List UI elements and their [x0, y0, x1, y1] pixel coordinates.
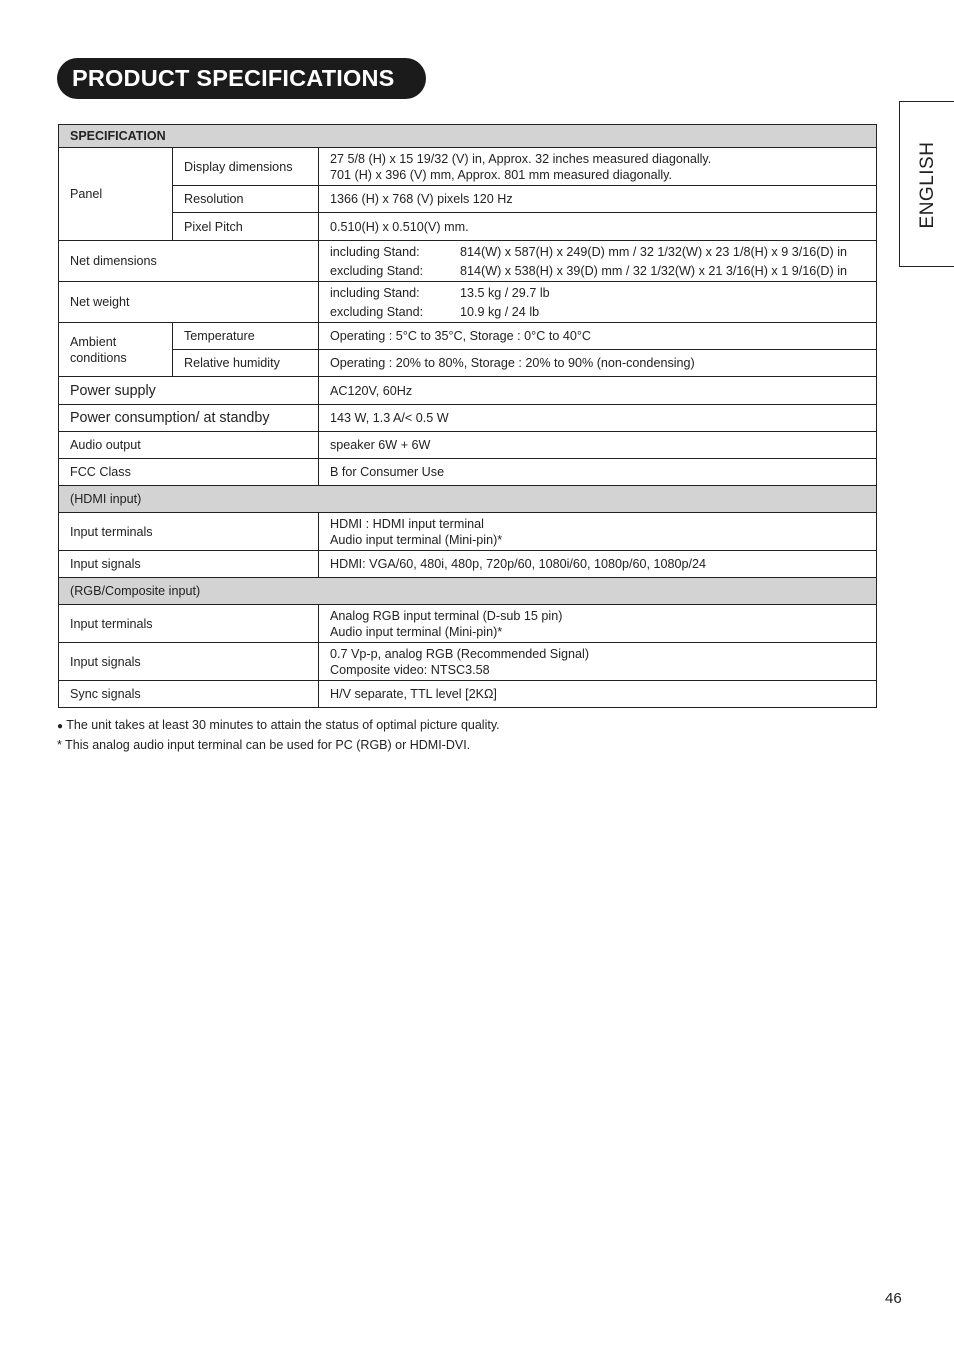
- rgb-input-terminals-label: Input terminals: [59, 605, 319, 643]
- net-weight-including-label: including Stand:: [330, 285, 420, 300]
- hdmi-input-terminals-line2: Audio input terminal (Mini-pin)*: [330, 532, 503, 547]
- humidity-value: Operating : 20% to 80%, Storage : 20% to 90% (non-condensing): [319, 350, 877, 377]
- temperature-label: Temperature: [173, 323, 319, 350]
- power-supply-value: AC120V, 60Hz: [319, 377, 877, 405]
- table-row: [59, 148, 877, 186]
- power-supply-label: Power supply: [59, 377, 319, 405]
- fcc-class-value: B for Consumer Use: [319, 459, 877, 486]
- table-row: [59, 377, 877, 405]
- table-row: [59, 681, 877, 708]
- rgb-input-terminals-line2: Audio input terminal (Mini-pin)*: [330, 624, 503, 639]
- temperature-value: Operating : 5°C to 35°C, Storage : 0°C to 40°C: [319, 323, 877, 350]
- net-weight-label: Net weight: [59, 282, 319, 323]
- net-weight-value: [319, 282, 877, 323]
- net-weight-excluding-label: excluding Stand:: [330, 304, 424, 319]
- sync-signals-value: H/V separate, TTL level [2KΩ]: [319, 681, 877, 708]
- sync-signals-label: Sync signals: [59, 681, 319, 708]
- rgb-input-signals-label: Input signals: [59, 643, 319, 681]
- hdmi-input-signals-value: HDMI: VGA/60, 480i, 480p, 720p/60, 1080i/60, 1080p/60, 1080p/24: [319, 551, 877, 578]
- rgb-input-terminals-line1: Analog RGB input terminal (D-sub 15 pin): [330, 608, 563, 623]
- table-row: [59, 513, 877, 551]
- hdmi-input-terminals-line1: HDMI : HDMI input terminal: [330, 516, 484, 531]
- net-dimensions-value: [319, 241, 877, 282]
- table-row: [59, 323, 877, 350]
- table-header: SPECIFICATION: [59, 125, 877, 148]
- net-dimensions-label: Net dimensions: [59, 241, 319, 282]
- page-title: PRODUCT SPECIFICATIONS: [57, 58, 426, 99]
- hdmi-input-signals-label: Input signals: [59, 551, 319, 578]
- footnote-1-text: The unit takes at least 30 minutes to attain the status of optimal picture quality.: [66, 718, 500, 732]
- pixel-pitch-value: 0.510(H) x 0.510(V) mm.: [319, 213, 877, 241]
- table-row: [59, 241, 877, 282]
- fcc-class-label: FCC Class: [59, 459, 319, 486]
- footnote-2: * This analog audio input terminal can be used for PC (RGB) or HDMI-DVI.: [57, 738, 471, 752]
- ambient-label: [59, 323, 173, 377]
- humidity-label: Relative humidity: [173, 350, 319, 377]
- display-dimensions-line1: 27 5/8 (H) x 15 19/32 (V) in, Approx. 32 inches measured diagonally.: [330, 151, 712, 166]
- table-row: [59, 459, 877, 486]
- table-row: [59, 213, 877, 241]
- table-row: [59, 605, 877, 643]
- power-consumption-value: 143 W, 1.3 A/< 0.5 W: [319, 405, 877, 432]
- display-dimensions-value: [319, 148, 877, 186]
- table-row: [59, 551, 877, 578]
- net-dimensions-excluding-value: 814(W) x 538(H) x 39(D) mm / 32 1/32(W) x 21 3/16(H) x 1 9/16(D) in: [460, 263, 848, 278]
- footnote-1: [57, 716, 500, 736]
- net-dimensions-excluding-label: excluding Stand:: [330, 263, 424, 278]
- page-number: 46: [885, 1290, 902, 1307]
- power-consumption-label: Power consumption/ at standby: [59, 405, 319, 432]
- rgb-section-header: (RGB/Composite input): [59, 578, 877, 605]
- rgb-input-signals-line1: 0.7 Vp-p, analog RGB (Recommended Signal): [330, 646, 590, 661]
- specification-table: [58, 124, 877, 708]
- hdmi-section-header: (HDMI input): [59, 486, 877, 513]
- display-dimensions-label: Display dimensions: [173, 148, 319, 186]
- resolution-value: 1366 (H) x 768 (V) pixels 120 Hz: [319, 186, 877, 213]
- panel-label: Panel: [59, 148, 173, 241]
- table-row: [59, 186, 877, 213]
- ambient-label-line1: Ambient: [70, 334, 117, 349]
- table-row: [59, 643, 877, 681]
- rgb-input-signals-value: [319, 643, 877, 681]
- net-weight-including-value: 13.5 kg / 29.7 lb: [460, 285, 550, 300]
- bullet-icon: ●: [57, 721, 64, 732]
- language-tab: [899, 101, 954, 267]
- rgb-section-row: [59, 578, 877, 605]
- table-row: [59, 350, 877, 377]
- table-header-row: [59, 125, 877, 148]
- table-row: [59, 282, 877, 323]
- pixel-pitch-label: Pixel Pitch: [173, 213, 319, 241]
- net-dimensions-including-value: 814(W) x 587(H) x 249(D) mm / 32 1/32(W) x 23 1/8(H) x 9 3/16(D) in: [460, 244, 848, 259]
- resolution-label: Resolution: [173, 186, 319, 213]
- net-weight-excluding-value: 10.9 kg / 24 lb: [460, 304, 540, 319]
- audio-output-value: speaker 6W + 6W: [319, 432, 877, 459]
- table-row: [59, 432, 877, 459]
- table-row: [59, 405, 877, 432]
- hdmi-section-row: [59, 486, 877, 513]
- display-dimensions-line2: 701 (H) x 396 (V) mm, Approx. 801 mm measured diagonally.: [330, 167, 673, 182]
- net-dimensions-including-label: including Stand:: [330, 244, 420, 259]
- hdmi-input-terminals-value: [319, 513, 877, 551]
- hdmi-input-terminals-label: Input terminals: [59, 513, 319, 551]
- rgb-input-signals-line2: Composite video: NTSC3.58: [330, 662, 490, 677]
- ambient-label-line2: conditions: [70, 350, 127, 365]
- rgb-input-terminals-value: [319, 605, 877, 643]
- audio-output-label: Audio output: [59, 432, 319, 459]
- language-tab-label: ENGLISH: [917, 141, 938, 229]
- footnotes: [57, 716, 500, 754]
